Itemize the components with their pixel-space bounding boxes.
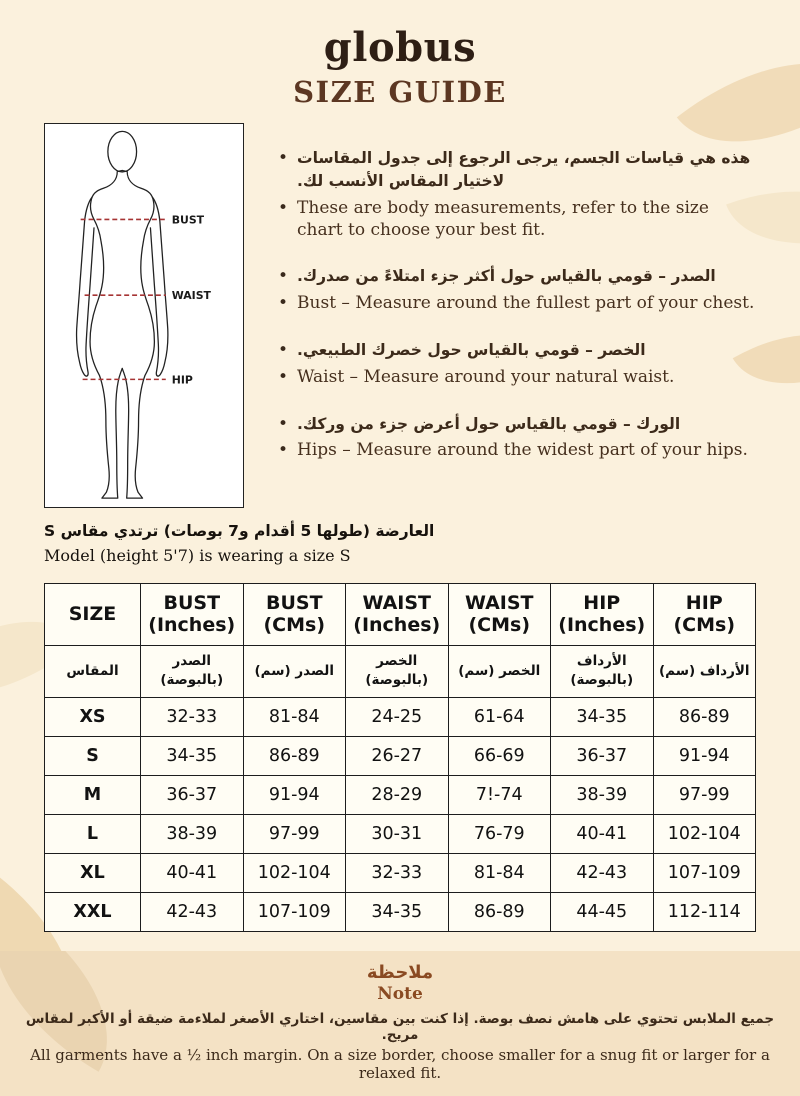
bullet-icon: • [278,366,289,387]
instruction-pair [278,339,756,390]
table-cell: 86-89 [448,892,551,931]
instruction-text-en: Hips – Measure around the widest part of your hips. [297,440,748,461]
instruction-pair [278,413,756,464]
table-cell: 91-94 [653,736,756,775]
measurement-instructions [278,123,756,508]
instruction-pair [278,265,756,316]
instruction-line-en [278,439,756,463]
instruction-line-ar [278,339,756,363]
table-cell: 32-33 [141,697,244,736]
table-cell: 38-39 [551,775,654,814]
instruction-text-en: Waist – Measure around your natural waist. [297,366,675,387]
size-cell: L [45,814,141,853]
note-body-en: All garments have a ½ inch margin. On a size border, choose smaller for a snug fit or larger for a relaxed fit. [30,1046,770,1082]
table-cell: 34-35 [141,736,244,775]
column-header-waist-in: WAIST (Inches) [346,583,449,645]
column-header-ar: الخصر (بالبوصة) [346,645,449,697]
table-cell: 66-69 [448,736,551,775]
size-cell: XXL [45,892,141,931]
column-header-bust-in: BUST (Inches) [141,583,244,645]
table-row [45,892,756,931]
table-row [45,814,756,853]
note-title-ar: ملاحظة [366,962,434,983]
table-cell: 40-41 [141,853,244,892]
instruction-line-en [278,366,756,390]
table-cell: 61-64 [448,697,551,736]
instruction-line-en [278,197,756,243]
table-header-row-ar [45,645,756,697]
table-cell: 32-33 [346,853,449,892]
instruction-text-ar: الخصر – قومي بالقياس حول خصرك الطبيعي. [297,340,646,359]
table-cell: 34-35 [551,697,654,736]
instruction-text-en: These are body measurements, refer to the size chart to choose your best fit. [297,197,709,241]
table-cell: 112-114 [653,892,756,931]
table-row [45,775,756,814]
page-header [0,0,800,109]
page-title: SIZE GUIDE [293,75,507,109]
model-note-ar: العارضة (طولها 5 أقدام و7 بوصات) ترتدي مقاس S [44,522,435,540]
table-row [45,697,756,736]
instruction-line-en [278,292,756,316]
instruction-line-ar [278,265,756,289]
table-cell: 7!-74 [448,775,551,814]
table-cell: 36-37 [551,736,654,775]
table-cell: 28-29 [346,775,449,814]
bullet-icon: • [278,148,289,168]
table-cell: 97-99 [653,775,756,814]
waist-label: WAIST [171,289,211,303]
column-header-waist-cm: WAIST (CMs) [448,583,551,645]
table-cell: 38-39 [141,814,244,853]
bullet-icon: • [278,440,289,461]
table-cell: 86-89 [243,736,346,775]
column-header-ar: المقاس [45,645,141,697]
column-header-hip-in: HIP (Inches) [551,583,654,645]
bullet-icon: • [278,266,289,287]
column-header-size: SIZE [45,583,141,645]
note-footer-content [18,962,782,1082]
bullet-icon: • [278,413,289,434]
mannequin-illustration [45,124,243,507]
size-chart-table [44,583,756,932]
size-cell: M [45,775,141,814]
note-title-en: Note [377,984,423,1004]
instruction-pair [278,147,756,242]
column-header-ar: الأرداف (سم) [653,645,756,697]
table-cell: 81-84 [448,853,551,892]
table-cell: 40-41 [551,814,654,853]
table-cell: 24-25 [346,697,449,736]
model-note-en: Model (height 5'7) is wearing a size S [44,546,351,566]
table-cell: 97-99 [243,814,346,853]
bullet-icon: • [278,197,289,218]
table-cell: 26-27 [346,736,449,775]
note-body-ar: جميع الملابس تحتوي على هامش نصف بوصة. إذا كنت بين مقاسين، اختاري الأصغر لملاءمة ضيقة أو الأكبر لمقاس مريح. [25,1011,775,1043]
bust-label: BUST [171,213,205,227]
measurement-section [0,123,800,508]
table-row [45,736,756,775]
size-cell: S [45,736,141,775]
model-note [0,508,800,567]
table-cell: 76-79 [448,814,551,853]
bullet-icon: • [278,339,289,360]
instruction-text-ar: هذه هي قياسات الجسم، يرجى الرجوع إلى جدول المقاسات لاختيار المقاس الأنسب لك. [297,149,751,191]
table-cell: 91-94 [243,775,346,814]
note-footer [0,951,800,1096]
instruction-text-ar: الورك – قومي بالقياس حول أعرض جزء من وركك. [297,414,681,433]
table-header-row-en [45,583,756,645]
table-row [45,853,756,892]
body-measurement-figure [44,123,244,508]
column-header-ar: الصدر (بالبوصة) [141,645,244,697]
instruction-line-ar [278,147,756,194]
column-header-bust-cm: BUST (CMs) [243,583,346,645]
instruction-line-ar [278,413,756,437]
size-cell: XS [45,697,141,736]
table-cell: 107-109 [653,853,756,892]
table-cell: 107-109 [243,892,346,931]
table-cell: 36-37 [141,775,244,814]
table-cell: 86-89 [653,697,756,736]
instruction-text-en: Bust – Measure around the fullest part of your chest. [297,293,755,314]
table-cell: 44-45 [551,892,654,931]
hip-label: HIP [171,373,193,387]
column-header-hip-cm: HIP (CMs) [653,583,756,645]
size-cell: XL [45,853,141,892]
table-cell: 30-31 [346,814,449,853]
table-cell: 102-104 [653,814,756,853]
column-header-ar: الأرداف (بالبوصة) [551,645,654,697]
column-header-ar: الخصر (سم) [448,645,551,697]
column-header-ar: الصدر (سم) [243,645,346,697]
table-cell: 42-43 [551,853,654,892]
table-cell: 42-43 [141,892,244,931]
table-cell: 81-84 [243,697,346,736]
bullet-icon: • [278,293,289,314]
instruction-text-ar: الصدر – قومي بالقياس حول أكثر جزء امتلاءً من صدرك. [297,267,716,286]
table-cell: 102-104 [243,853,346,892]
brand-logo: globus [323,24,477,71]
table-cell: 34-35 [346,892,449,931]
